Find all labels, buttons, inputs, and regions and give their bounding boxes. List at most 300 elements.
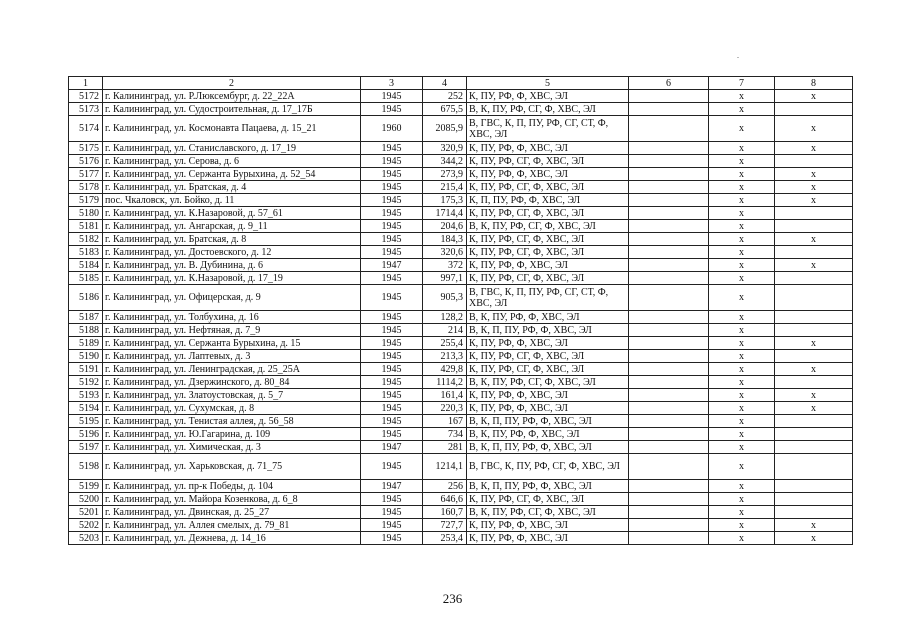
col6-cell bbox=[629, 233, 709, 246]
table-row bbox=[69, 402, 853, 415]
table-row bbox=[69, 272, 853, 285]
address-cell: г. Калининград, ул. Толбухина, д. 16 bbox=[103, 311, 361, 324]
col8-mark: x bbox=[775, 168, 853, 181]
col8-mark bbox=[775, 246, 853, 259]
col8-mark bbox=[775, 350, 853, 363]
utilities-cell: В, К, ПУ, РФ, СГ, Ф, ХВС, ЭЛ bbox=[467, 506, 629, 519]
table-row bbox=[69, 142, 853, 155]
col6-cell bbox=[629, 324, 709, 337]
year-cell: 1945 bbox=[361, 350, 423, 363]
address-cell: г. Калининград, ул. Ю.Гагарина, д. 109 bbox=[103, 428, 361, 441]
col6-cell bbox=[629, 532, 709, 545]
area-cell: 160,7 bbox=[423, 506, 467, 519]
area-cell: 175,3 bbox=[423, 194, 467, 207]
col6-cell bbox=[629, 415, 709, 428]
row-number: 5181 bbox=[69, 220, 103, 233]
year-cell: 1945 bbox=[361, 90, 423, 103]
col8-mark bbox=[775, 103, 853, 116]
area-cell: 252 bbox=[423, 90, 467, 103]
col6-cell bbox=[629, 90, 709, 103]
table-row bbox=[69, 103, 853, 116]
col7-mark: x bbox=[709, 103, 775, 116]
address-cell: г. Калининград, ул. Сухумская, д. 8 bbox=[103, 402, 361, 415]
col6-cell bbox=[629, 194, 709, 207]
table-row bbox=[69, 428, 853, 441]
table-row bbox=[69, 194, 853, 207]
address-cell: г. Калининград, ул. Аллея смелых, д. 79_81 bbox=[103, 519, 361, 532]
year-cell: 1947 bbox=[361, 259, 423, 272]
area-cell: 256 bbox=[423, 480, 467, 493]
col7-mark: x bbox=[709, 259, 775, 272]
table-row bbox=[69, 480, 853, 493]
col7-mark: x bbox=[709, 311, 775, 324]
row-number: 5192 bbox=[69, 376, 103, 389]
col6-cell bbox=[629, 103, 709, 116]
area-cell: 128,2 bbox=[423, 311, 467, 324]
year-cell: 1947 bbox=[361, 480, 423, 493]
header-col-1: 1 bbox=[69, 77, 103, 90]
col6-cell bbox=[629, 493, 709, 506]
area-cell: 1114,2 bbox=[423, 376, 467, 389]
col7-mark: x bbox=[709, 181, 775, 194]
header-row bbox=[69, 77, 853, 90]
area-cell: 646,6 bbox=[423, 493, 467, 506]
row-number: 5175 bbox=[69, 142, 103, 155]
col6-cell bbox=[629, 246, 709, 259]
area-cell: 1214,1 bbox=[423, 454, 467, 480]
col8-mark: x bbox=[775, 116, 853, 142]
col7-mark: x bbox=[709, 272, 775, 285]
col8-mark: x bbox=[775, 194, 853, 207]
col8-mark bbox=[775, 324, 853, 337]
col8-mark bbox=[775, 311, 853, 324]
table-row bbox=[69, 259, 853, 272]
col7-mark: x bbox=[709, 90, 775, 103]
table-row bbox=[69, 155, 853, 168]
year-cell: 1945 bbox=[361, 272, 423, 285]
row-number: 5177 bbox=[69, 168, 103, 181]
year-cell: 1945 bbox=[361, 402, 423, 415]
area-cell: 273,9 bbox=[423, 168, 467, 181]
table-row bbox=[69, 493, 853, 506]
col8-mark: x bbox=[775, 90, 853, 103]
row-number: 5182 bbox=[69, 233, 103, 246]
area-cell: 734 bbox=[423, 428, 467, 441]
row-number: 5179 bbox=[69, 194, 103, 207]
area-cell: 253,4 bbox=[423, 532, 467, 545]
utilities-cell: К, ПУ, РФ, СГ, Ф, ХВС, ЭЛ bbox=[467, 181, 629, 194]
table-row bbox=[69, 389, 853, 402]
year-cell: 1945 bbox=[361, 428, 423, 441]
col8-mark: x bbox=[775, 337, 853, 350]
col7-mark: x bbox=[709, 155, 775, 168]
col6-cell bbox=[629, 350, 709, 363]
col8-mark: x bbox=[775, 402, 853, 415]
col6-cell bbox=[629, 441, 709, 454]
utilities-cell: В, К, П, ПУ, РФ, Ф, ХВС, ЭЛ bbox=[467, 441, 629, 454]
area-cell: 215,4 bbox=[423, 181, 467, 194]
row-number: 5176 bbox=[69, 155, 103, 168]
col7-mark: x bbox=[709, 441, 775, 454]
col6-cell bbox=[629, 428, 709, 441]
utilities-cell: К, ПУ, РФ, Ф, ХВС, ЭЛ bbox=[467, 168, 629, 181]
col7-mark: x bbox=[709, 220, 775, 233]
col8-mark: x bbox=[775, 142, 853, 155]
col6-cell bbox=[629, 311, 709, 324]
col8-mark bbox=[775, 493, 853, 506]
utilities-cell: В, К, ПУ, РФ, Ф, ХВС, ЭЛ bbox=[467, 428, 629, 441]
row-number: 5203 bbox=[69, 532, 103, 545]
area-cell: 727,7 bbox=[423, 519, 467, 532]
col6-cell bbox=[629, 480, 709, 493]
address-cell: г. Калининград, ул. Станиславского, д. 17_19 bbox=[103, 142, 361, 155]
address-cell: г. Калининград, ул. Судостроительная, д. 17_17Б bbox=[103, 103, 361, 116]
address-cell: г. Калининград, ул. В. Дубинина, д. 6 bbox=[103, 259, 361, 272]
row-number: 5190 bbox=[69, 350, 103, 363]
col6-cell bbox=[629, 337, 709, 350]
year-cell: 1945 bbox=[361, 389, 423, 402]
year-cell: 1945 bbox=[361, 337, 423, 350]
address-cell: г. Калининград, ул. Тенистая аллея, д. 56_58 bbox=[103, 415, 361, 428]
utilities-cell: К, ПУ, РФ, Ф, ХВС, ЭЛ bbox=[467, 519, 629, 532]
row-number: 5187 bbox=[69, 311, 103, 324]
table-row bbox=[69, 363, 853, 376]
utilities-cell: К, ПУ, РФ, СГ, Ф, ХВС, ЭЛ bbox=[467, 363, 629, 376]
utilities-cell: В, К, ПУ, РФ, Ф, ХВС, ЭЛ bbox=[467, 311, 629, 324]
area-cell: 161,4 bbox=[423, 389, 467, 402]
housing-register-table bbox=[68, 76, 853, 545]
col7-mark: x bbox=[709, 324, 775, 337]
row-number: 5186 bbox=[69, 285, 103, 311]
utilities-cell: В, ГВС, К, ПУ, РФ, СГ, Ф, ХВС, ЭЛ bbox=[467, 454, 629, 480]
page-number: 236 bbox=[442, 591, 463, 606]
address-cell: г. Калининград, ул. Сержанта Бурыхина, д. 52_54 bbox=[103, 168, 361, 181]
area-cell: 905,3 bbox=[423, 285, 467, 311]
row-number: 5202 bbox=[69, 519, 103, 532]
year-cell: 1945 bbox=[361, 415, 423, 428]
col7-mark: x bbox=[709, 194, 775, 207]
col6-cell bbox=[629, 168, 709, 181]
col7-mark: x bbox=[709, 142, 775, 155]
year-cell: 1945 bbox=[361, 532, 423, 545]
col6-cell bbox=[629, 142, 709, 155]
year-cell: 1945 bbox=[361, 454, 423, 480]
col8-mark: x bbox=[775, 181, 853, 194]
col6-cell bbox=[629, 259, 709, 272]
area-cell: 320,9 bbox=[423, 142, 467, 155]
table-row bbox=[69, 116, 853, 142]
col8-mark bbox=[775, 454, 853, 480]
utilities-cell: К, ПУ, РФ, СГ, Ф, ХВС, ЭЛ bbox=[467, 207, 629, 220]
row-number: 5193 bbox=[69, 389, 103, 402]
utilities-cell: К, ПУ, РФ, СГ, Ф, ХВС, ЭЛ bbox=[467, 493, 629, 506]
table-row bbox=[69, 220, 853, 233]
table-row bbox=[69, 168, 853, 181]
table-row bbox=[69, 441, 853, 454]
row-number: 5201 bbox=[69, 506, 103, 519]
col6-cell bbox=[629, 376, 709, 389]
utilities-cell: В, К, ПУ, РФ, СГ, Ф, ХВС, ЭЛ bbox=[467, 103, 629, 116]
row-number: 5195 bbox=[69, 415, 103, 428]
year-cell: 1945 bbox=[361, 493, 423, 506]
address-cell: г. Калининград, ул. К.Назаровой, д. 17_19 bbox=[103, 272, 361, 285]
header-col-4: 4 bbox=[423, 77, 467, 90]
address-cell: г. Калининград, ул. Достоевского, д. 12 bbox=[103, 246, 361, 259]
row-number: 5197 bbox=[69, 441, 103, 454]
col6-cell bbox=[629, 454, 709, 480]
row-number: 5188 bbox=[69, 324, 103, 337]
utilities-cell: К, ПУ, РФ, Ф, ХВС, ЭЛ bbox=[467, 389, 629, 402]
address-cell: г. Калининград, ул. Братская, д. 8 bbox=[103, 233, 361, 246]
table-row bbox=[69, 207, 853, 220]
header-col-6: 6 bbox=[629, 77, 709, 90]
col7-mark: x bbox=[709, 337, 775, 350]
year-cell: 1945 bbox=[361, 207, 423, 220]
scan-mark bbox=[737, 57, 739, 58]
utilities-cell: К, ПУ, РФ, Ф, ХВС, ЭЛ bbox=[467, 532, 629, 545]
col8-mark: x bbox=[775, 519, 853, 532]
table-row bbox=[69, 337, 853, 350]
header-col-5: 5 bbox=[467, 77, 629, 90]
utilities-cell: В, К, П, ПУ, РФ, Ф, ХВС, ЭЛ bbox=[467, 480, 629, 493]
utilities-cell: К, ПУ, РФ, Ф, ХВС, ЭЛ bbox=[467, 337, 629, 350]
col8-mark bbox=[775, 220, 853, 233]
col7-mark: x bbox=[709, 532, 775, 545]
col7-mark: x bbox=[709, 376, 775, 389]
table-row bbox=[69, 415, 853, 428]
year-cell: 1945 bbox=[361, 103, 423, 116]
table-row bbox=[69, 350, 853, 363]
col7-mark: x bbox=[709, 168, 775, 181]
col8-mark: x bbox=[775, 363, 853, 376]
col8-mark: x bbox=[775, 259, 853, 272]
col7-mark: x bbox=[709, 454, 775, 480]
address-cell: г. Калининград, ул. Дзержинского, д. 80_84 bbox=[103, 376, 361, 389]
utilities-cell: В, ГВС, К, П, ПУ, РФ, СГ, СТ, Ф, ХВС, ЭЛ bbox=[467, 116, 629, 142]
address-cell: г. Калининград, ул. Ленинградская, д. 25_25А bbox=[103, 363, 361, 376]
area-cell: 220,3 bbox=[423, 402, 467, 415]
year-cell: 1945 bbox=[361, 285, 423, 311]
address-cell: г. Калининград, ул. Космонавта Пацаева, д. 15_21 bbox=[103, 116, 361, 142]
address-cell: г. Калининград, ул. К.Назаровой, д. 57_61 bbox=[103, 207, 361, 220]
year-cell: 1945 bbox=[361, 181, 423, 194]
address-cell: г. Калининград, ул. Братская, д. 4 bbox=[103, 181, 361, 194]
year-cell: 1947 bbox=[361, 441, 423, 454]
utilities-cell: К, ПУ, РФ, СГ, Ф, ХВС, ЭЛ bbox=[467, 233, 629, 246]
year-cell: 1945 bbox=[361, 194, 423, 207]
header-col-2: 2 bbox=[103, 77, 361, 90]
col8-mark bbox=[775, 428, 853, 441]
area-cell: 167 bbox=[423, 415, 467, 428]
table-row bbox=[69, 376, 853, 389]
year-cell: 1945 bbox=[361, 220, 423, 233]
area-cell: 2085,9 bbox=[423, 116, 467, 142]
col7-mark: x bbox=[709, 519, 775, 532]
col7-mark: x bbox=[709, 285, 775, 311]
col8-mark bbox=[775, 480, 853, 493]
col7-mark: x bbox=[709, 350, 775, 363]
utilities-cell: К, ПУ, РФ, Ф, ХВС, ЭЛ bbox=[467, 142, 629, 155]
col6-cell bbox=[629, 363, 709, 376]
year-cell: 1945 bbox=[361, 142, 423, 155]
row-number: 5183 bbox=[69, 246, 103, 259]
row-number: 5198 bbox=[69, 454, 103, 480]
address-cell: г. Калининград, ул. Харьковская, д. 71_75 bbox=[103, 454, 361, 480]
utilities-cell: К, П, ПУ, РФ, Ф, ХВС, ЭЛ bbox=[467, 194, 629, 207]
col6-cell bbox=[629, 207, 709, 220]
table-row bbox=[69, 285, 853, 311]
row-number: 5173 bbox=[69, 103, 103, 116]
col6-cell bbox=[629, 519, 709, 532]
year-cell: 1945 bbox=[361, 155, 423, 168]
address-cell: г. Калининград, ул. Дежнева, д. 14_16 bbox=[103, 532, 361, 545]
col6-cell bbox=[629, 389, 709, 402]
row-number: 5180 bbox=[69, 207, 103, 220]
year-cell: 1945 bbox=[361, 519, 423, 532]
row-number: 5174 bbox=[69, 116, 103, 142]
col7-mark: x bbox=[709, 363, 775, 376]
row-number: 5200 bbox=[69, 493, 103, 506]
utilities-cell: В, К, ПУ, РФ, СГ, Ф, ХВС, ЭЛ bbox=[467, 220, 629, 233]
col8-mark bbox=[775, 415, 853, 428]
col7-mark: x bbox=[709, 415, 775, 428]
col8-mark bbox=[775, 285, 853, 311]
header-col-8: 8 bbox=[775, 77, 853, 90]
col6-cell bbox=[629, 506, 709, 519]
col7-mark: x bbox=[709, 233, 775, 246]
address-cell: г. Калининград, ул. Серова, д. 6 bbox=[103, 155, 361, 168]
address-cell: г. Калининград, ул. пр-к Победы, д. 104 bbox=[103, 480, 361, 493]
utilities-cell: К, ПУ, РФ, СГ, Ф, ХВС, ЭЛ bbox=[467, 350, 629, 363]
row-number: 5172 bbox=[69, 90, 103, 103]
col6-cell bbox=[629, 272, 709, 285]
utilities-cell: В, ГВС, К, П, ПУ, РФ, СГ, СТ, Ф, ХВС, ЭЛ bbox=[467, 285, 629, 311]
col8-mark: x bbox=[775, 389, 853, 402]
utilities-cell: В, К, П, ПУ, РФ, Ф, ХВС, ЭЛ bbox=[467, 415, 629, 428]
col8-mark bbox=[775, 272, 853, 285]
year-cell: 1960 bbox=[361, 116, 423, 142]
area-cell: 372 bbox=[423, 259, 467, 272]
col8-mark bbox=[775, 506, 853, 519]
table-row bbox=[69, 311, 853, 324]
col8-mark: x bbox=[775, 532, 853, 545]
area-cell: 320,6 bbox=[423, 246, 467, 259]
row-number: 5185 bbox=[69, 272, 103, 285]
col8-mark: x bbox=[775, 233, 853, 246]
area-cell: 281 bbox=[423, 441, 467, 454]
col7-mark: x bbox=[709, 116, 775, 142]
col8-mark bbox=[775, 207, 853, 220]
year-cell: 1945 bbox=[361, 168, 423, 181]
year-cell: 1945 bbox=[361, 363, 423, 376]
utilities-cell: К, ПУ, РФ, СГ, Ф, ХВС, ЭЛ bbox=[467, 155, 629, 168]
col7-mark: x bbox=[709, 389, 775, 402]
row-number: 5184 bbox=[69, 259, 103, 272]
utilities-cell: К, ПУ, РФ, СГ, Ф, ХВС, ЭЛ bbox=[467, 246, 629, 259]
utilities-cell: В, К, ПУ, РФ, СГ, Ф, ХВС, ЭЛ bbox=[467, 376, 629, 389]
table-row bbox=[69, 181, 853, 194]
address-cell: пос. Чкаловск, ул. Бойко, д. 11 bbox=[103, 194, 361, 207]
table-row bbox=[69, 506, 853, 519]
col6-cell bbox=[629, 402, 709, 415]
address-cell: г. Калининград, ул. Сержанта Бурыхина, д. 15 bbox=[103, 337, 361, 350]
table-row bbox=[69, 532, 853, 545]
year-cell: 1945 bbox=[361, 246, 423, 259]
row-number: 5189 bbox=[69, 337, 103, 350]
address-cell: г. Калининград, ул. Лаптевых, д. 3 bbox=[103, 350, 361, 363]
col8-mark bbox=[775, 441, 853, 454]
row-number: 5194 bbox=[69, 402, 103, 415]
area-cell: 255,4 bbox=[423, 337, 467, 350]
area-cell: 1714,4 bbox=[423, 207, 467, 220]
col7-mark: x bbox=[709, 402, 775, 415]
utilities-cell: В, К, П, ПУ, РФ, Ф, ХВС, ЭЛ bbox=[467, 324, 629, 337]
utilities-cell: К, ПУ, РФ, СГ, Ф, ХВС, ЭЛ bbox=[467, 272, 629, 285]
row-number: 5199 bbox=[69, 480, 103, 493]
col6-cell bbox=[629, 116, 709, 142]
address-cell: г. Калининград, ул. Златоустовская, д. 5_7 bbox=[103, 389, 361, 402]
col7-mark: x bbox=[709, 480, 775, 493]
address-cell: г. Калининград, ул. Ангарская, д. 9_11 bbox=[103, 220, 361, 233]
col7-mark: x bbox=[709, 246, 775, 259]
year-cell: 1945 bbox=[361, 506, 423, 519]
address-cell: г. Калининград, ул. Р.Люксембург, д. 22_22А bbox=[103, 90, 361, 103]
area-cell: 214 bbox=[423, 324, 467, 337]
table-row bbox=[69, 246, 853, 259]
utilities-cell: К, ПУ, РФ, Ф, ХВС, ЭЛ bbox=[467, 259, 629, 272]
table-row bbox=[69, 324, 853, 337]
col7-mark: x bbox=[709, 207, 775, 220]
address-cell: г. Калининград, ул. Нефтяная, д. 7_9 bbox=[103, 324, 361, 337]
table-row bbox=[69, 519, 853, 532]
header-col-7: 7 bbox=[709, 77, 775, 90]
year-cell: 1945 bbox=[361, 376, 423, 389]
col7-mark: x bbox=[709, 493, 775, 506]
address-cell: г. Калининград, ул. Двинская, д. 25_27 bbox=[103, 506, 361, 519]
address-cell: г. Калининград, ул. Майора Козенкова, д. 6_8 bbox=[103, 493, 361, 506]
address-cell: г. Калининград, ул. Химическая, д. 3 bbox=[103, 441, 361, 454]
area-cell: 675,5 bbox=[423, 103, 467, 116]
col6-cell bbox=[629, 285, 709, 311]
area-cell: 344,2 bbox=[423, 155, 467, 168]
row-number: 5178 bbox=[69, 181, 103, 194]
utilities-cell: К, ПУ, РФ, Ф, ХВС, ЭЛ bbox=[467, 402, 629, 415]
col6-cell bbox=[629, 220, 709, 233]
col6-cell bbox=[629, 181, 709, 194]
area-cell: 213,3 bbox=[423, 350, 467, 363]
row-number: 5196 bbox=[69, 428, 103, 441]
address-cell: г. Калининград, ул. Офицерская, д. 9 bbox=[103, 285, 361, 311]
row-number: 5191 bbox=[69, 363, 103, 376]
header-col-3: 3 bbox=[361, 77, 423, 90]
col7-mark: x bbox=[709, 506, 775, 519]
year-cell: 1945 bbox=[361, 324, 423, 337]
col8-mark bbox=[775, 376, 853, 389]
year-cell: 1945 bbox=[361, 311, 423, 324]
area-cell: 184,3 bbox=[423, 233, 467, 246]
area-cell: 997,1 bbox=[423, 272, 467, 285]
table-row bbox=[69, 90, 853, 103]
utilities-cell: К, ПУ, РФ, Ф, ХВС, ЭЛ bbox=[467, 90, 629, 103]
area-cell: 204,6 bbox=[423, 220, 467, 233]
area-cell: 429,8 bbox=[423, 363, 467, 376]
col7-mark: x bbox=[709, 428, 775, 441]
table-row bbox=[69, 454, 853, 480]
table-row bbox=[69, 233, 853, 246]
col6-cell bbox=[629, 155, 709, 168]
year-cell: 1945 bbox=[361, 233, 423, 246]
col8-mark bbox=[775, 155, 853, 168]
